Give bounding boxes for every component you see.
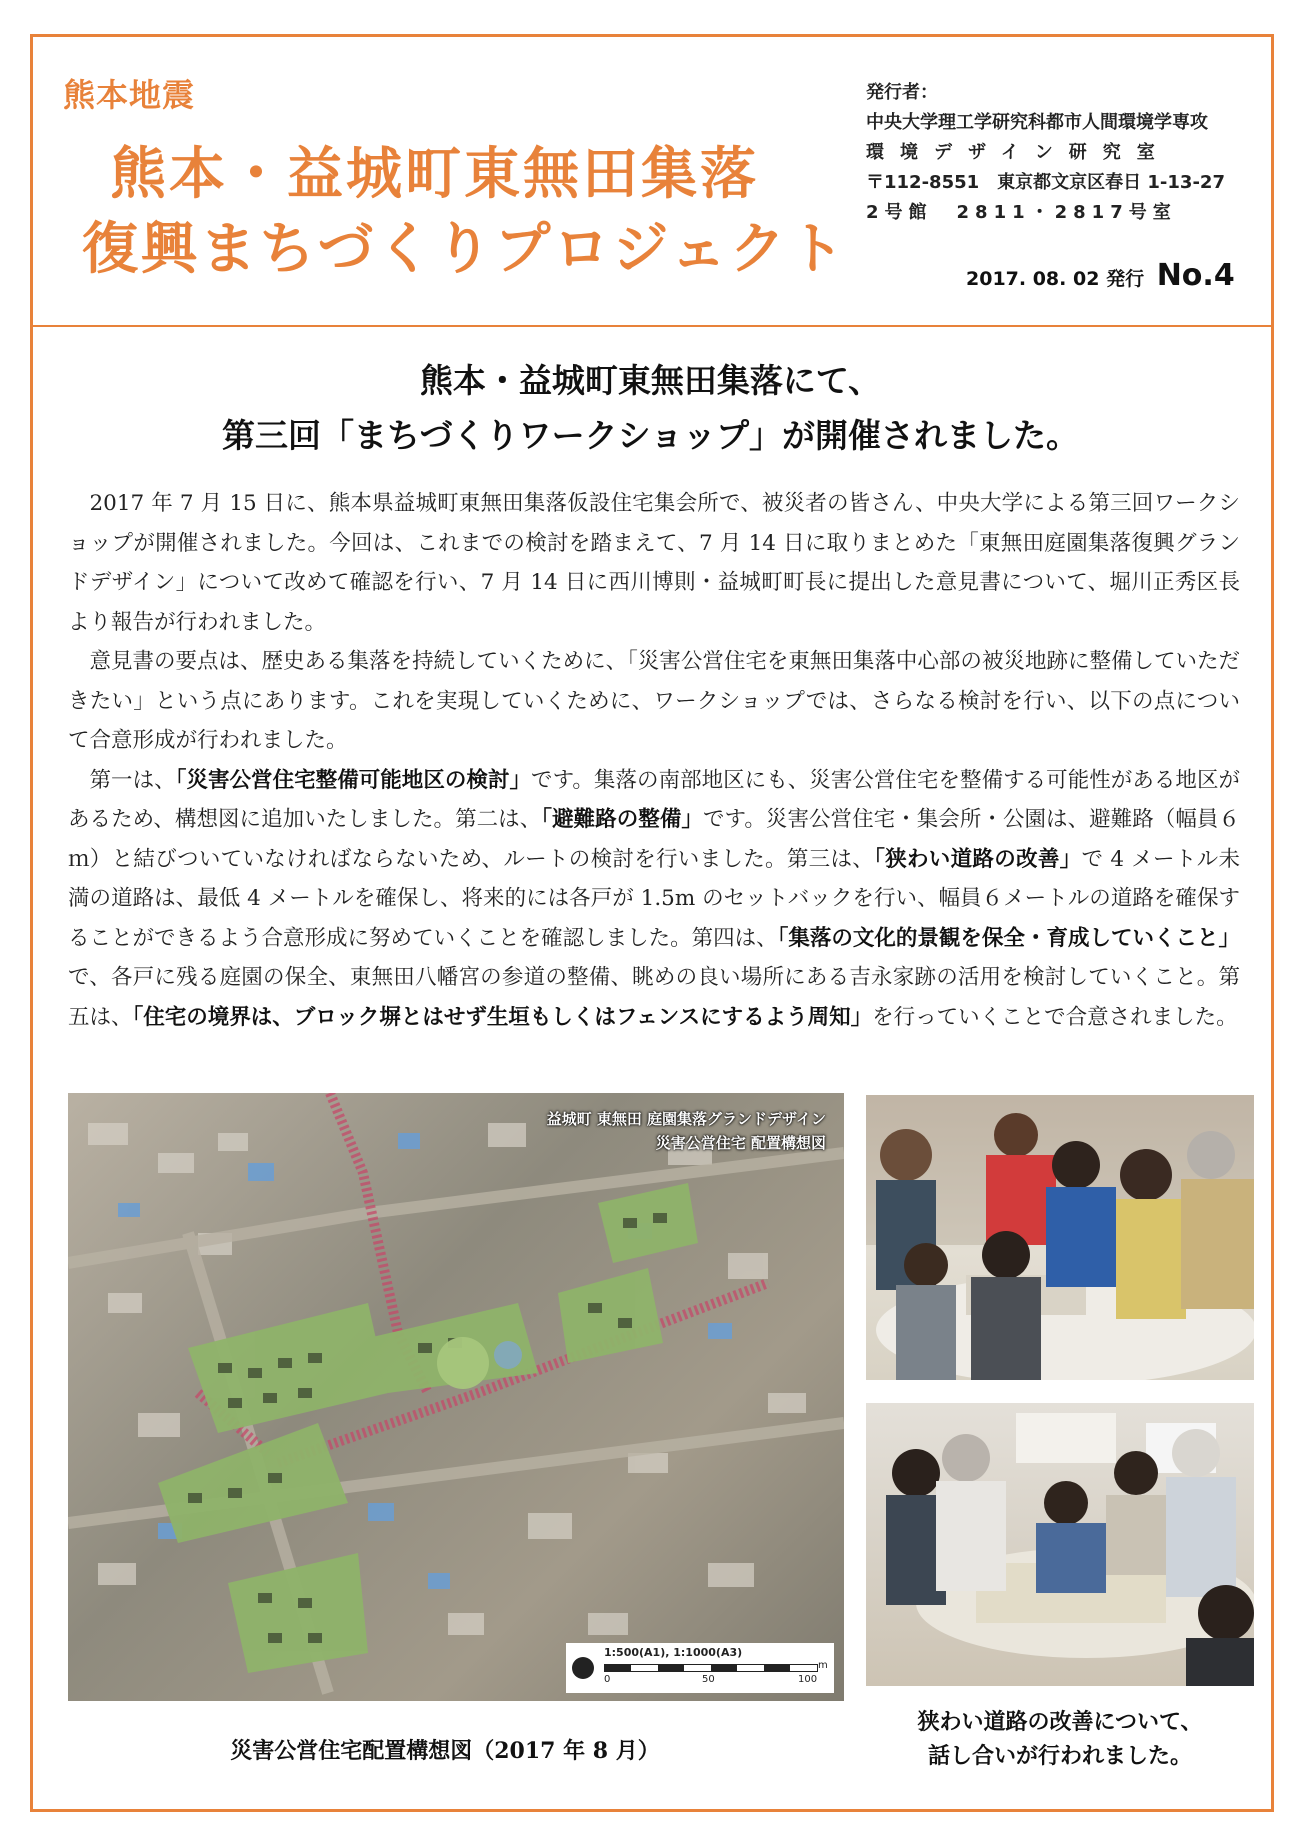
text-run: 第一は、 <box>89 767 176 793</box>
title-line-2: 復興まちづくりプロジェクト <box>82 217 848 282</box>
north-arrow-icon <box>572 1657 594 1679</box>
publisher-line: 環境デザイン研究室 <box>866 142 1171 163</box>
scale-unit: m <box>818 1660 828 1671</box>
publisher-block <box>866 78 1244 228</box>
point-4: 「集落の文化的景観を保全・育成していくこと」 <box>777 925 1240 951</box>
headline-line-2: 第三回「まちづくりワークショップ」が開催されました。 <box>221 416 1079 455</box>
map-title-line-1: 益城町 東無田 庭園集落グランドデザイン <box>546 1110 826 1128</box>
issue-number: No.4 <box>1156 258 1235 293</box>
publisher-line: 2号館 2811・2817号室 <box>866 202 1177 223</box>
publisher-line: 中央大学理工学研究科都市人間環境学専攻 <box>866 112 1208 133</box>
scale-bar <box>566 1643 834 1693</box>
site-plan-map <box>68 1093 844 1701</box>
workshop-photo-2 <box>866 1403 1254 1686</box>
text-run: で、各戸に残る庭園の保全、東無田八幡宮の参道の整備、眺めの良い場所にある吉永家跡の活用を検討していくこと。第五は、 <box>68 965 1240 1030</box>
text-run: を行っていくことで合意されました。 <box>872 1004 1238 1030</box>
map-title <box>547 1107 826 1155</box>
aerial-photo <box>68 1093 844 1701</box>
paragraph-1: 2017 年 7 月 15 日に、熊本県益城町東無田集落仮設住宅集会所で、被災者の皆さん、中央大学による第三回ワークショップが開催されました。今回は、これまでの検討を踏まえて、7 月 14 日に取りまとめた「東無田庭園集落復興グランドデザイン」について改めて確認を行い、7 月 14 日に西川博則・益城町町長に提出した意見書について、堀川正秀区長より報告が行われました。 <box>68 491 1240 635</box>
issue-date: 2017. 08. 02 <box>966 268 1100 290</box>
paragraph-2: 意見書の要点は、歴史ある集落を持続していくために、「災害公営住宅を東無田集落中心部の被災地跡に整備していただきたい」という点にあります。これを実現していくために、ワークショップでは、さらなる検討を行い、以下の点について合意形成が行われました。 <box>68 649 1240 753</box>
text-run: です。災害公営住宅・集会所・公園は、避難路（幅員６ｍ）と結びついていなければならないため、ルートの検討を行いました。第三は、 <box>68 807 1240 872</box>
point-5: 「住宅の境界は、ブロック塀とはせず生垣もしくはフェンスにするよう周知」 <box>132 1004 873 1030</box>
text-run: です。集落の南部地区にも、災害公営住宅を整備する可能性がある地区があるため、構想図に追加いたしました。第二は、 <box>68 767 1240 832</box>
scale-bar-graphic <box>604 1664 818 1672</box>
scale-tick: 100 <box>798 1674 818 1685</box>
publisher-line: 〒112-8551 東京都文京区春日 1-13-27 <box>866 172 1225 193</box>
title-line-1: 熊本・益城町東無田集落 <box>110 142 759 207</box>
map-caption: 災害公営住宅配置構想図（2017 年 8 月） <box>230 1738 660 1764</box>
kicker: 熊本地震 <box>63 76 196 114</box>
article-body <box>68 484 1240 1037</box>
header-divider <box>30 325 1274 327</box>
point-2: 「避難路の整備」 <box>541 807 703 832</box>
headline-line-1: 熊本・益城町東無田集落にて、 <box>419 361 882 400</box>
scale-tick: 0 <box>604 1674 611 1685</box>
point-3: 「狭わい道路の改善」 <box>874 846 1082 872</box>
text-run: で 4 メートル未満の道路は、最低 4 メートルを確保し、将来的には各戸が 1.5m のセットバックを行い、幅員６メートルの道路を確保することができるよう合意形成に努めていくことを確認しました。第四は、 <box>68 846 1240 951</box>
issue-info <box>966 258 1235 293</box>
workshop-photo-1 <box>866 1095 1254 1380</box>
publisher-label: 発行者： <box>866 82 938 103</box>
photo-caption-line-1: 狭わい道路の改善について、 <box>917 1709 1203 1735</box>
point-1: 「災害公営住宅整備可能地区の検討」 <box>175 767 532 793</box>
workshop-photo-1-image <box>866 1095 1254 1380</box>
issue-label: 発行 <box>1106 268 1145 290</box>
map-title-line-2: 災害公営住宅 配置構想図 <box>655 1134 826 1152</box>
scale-text: 1:500(A1), 1:1000(A3) <box>604 1646 743 1659</box>
paragraph-3 <box>68 761 1240 1038</box>
photo-caption <box>866 1705 1254 1773</box>
photo-caption-line-2: 話し合いが行われました。 <box>927 1743 1192 1769</box>
workshop-photo-2-image <box>866 1403 1254 1686</box>
scale-tick: 50 <box>702 1674 715 1685</box>
